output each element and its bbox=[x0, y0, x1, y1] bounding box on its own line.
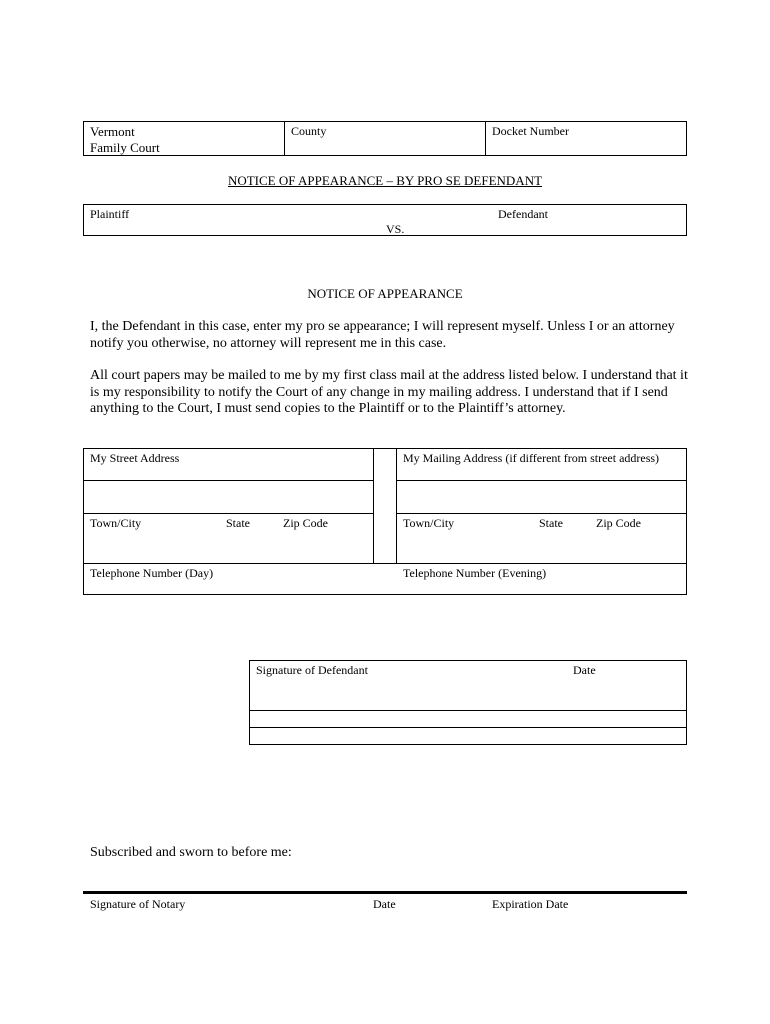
signature-date-field-label[interactable]: Date bbox=[573, 663, 596, 677]
notary-signature-label[interactable]: Signature of Notary bbox=[90, 897, 186, 911]
court-name-line1: Vermont bbox=[90, 124, 135, 139]
mailing-address-field-label[interactable]: My Mailing Address (if different from street address) bbox=[403, 451, 660, 465]
address-row-line-2-right bbox=[396, 513, 687, 514]
county-field-label[interactable]: County bbox=[291, 124, 327, 138]
address-row-line-1-right bbox=[396, 480, 687, 481]
header-divider-2 bbox=[485, 121, 486, 156]
notary-signature-line bbox=[83, 891, 687, 894]
header-box bbox=[83, 121, 687, 156]
signature-row-line-2 bbox=[249, 727, 687, 728]
phone-evening-field-label[interactable]: Telephone Number (Evening) bbox=[403, 566, 547, 580]
street-address-field-label[interactable]: My Street Address bbox=[90, 451, 180, 465]
section-heading: NOTICE OF APPEARANCE bbox=[307, 286, 463, 301]
signature-row-line-1 bbox=[249, 710, 687, 711]
street-state-label[interactable]: State bbox=[226, 516, 250, 530]
docket-number-field-label[interactable]: Docket Number bbox=[492, 124, 569, 138]
phone-day-field-label[interactable]: Telephone Number (Day) bbox=[90, 566, 214, 580]
address-gap-top bbox=[373, 448, 396, 449]
header-divider-1 bbox=[284, 121, 285, 156]
mailing-zip-label[interactable]: Zip Code bbox=[596, 516, 641, 530]
street-town-city-label[interactable]: Town/City bbox=[90, 516, 142, 530]
defendant-signature-field-label[interactable]: Signature of Defendant bbox=[256, 663, 368, 677]
notary-expiration-label[interactable]: Expiration Date bbox=[492, 897, 569, 911]
defendant-field-label[interactable]: Defendant bbox=[498, 207, 548, 221]
sworn-statement: Subscribed and sworn to before me: bbox=[90, 845, 292, 860]
mailing-paragraph: All court papers may be mailed to me by my first class mail at the address listed below. I understand that it is my responsibility to notify the Court of any change in my mailing address. I understand that if I send anything to the Court, I must send copies to the Plaintiff or to the Plaintiff’s attorney. bbox=[90, 368, 688, 416]
mailing-town-city-label[interactable]: Town/City bbox=[403, 516, 455, 530]
address-divider-right bbox=[396, 448, 397, 563]
court-name-line2: Family Court bbox=[90, 140, 160, 155]
vs-label: VS. bbox=[386, 222, 405, 236]
plaintiff-field-label[interactable]: Plaintiff bbox=[90, 207, 130, 221]
mailing-state-label[interactable]: State bbox=[539, 516, 563, 530]
appearance-paragraph: I, the Defendant in this case, enter my pro se appearance; I will represent myself. Unless I or an attorney notify you otherwise, no attorney will represent me in this case. bbox=[90, 319, 675, 351]
form-title: NOTICE OF APPEARANCE – BY PRO SE DEFENDANT bbox=[227, 173, 543, 188]
street-zip-label[interactable]: Zip Code bbox=[283, 516, 328, 530]
notary-date-label[interactable]: Date bbox=[373, 897, 396, 911]
address-row-line-1-left bbox=[83, 480, 373, 481]
parties-box bbox=[83, 204, 687, 236]
address-row-line-2-left bbox=[83, 513, 373, 514]
address-divider-left bbox=[373, 448, 374, 563]
address-row-line-3 bbox=[83, 563, 687, 564]
